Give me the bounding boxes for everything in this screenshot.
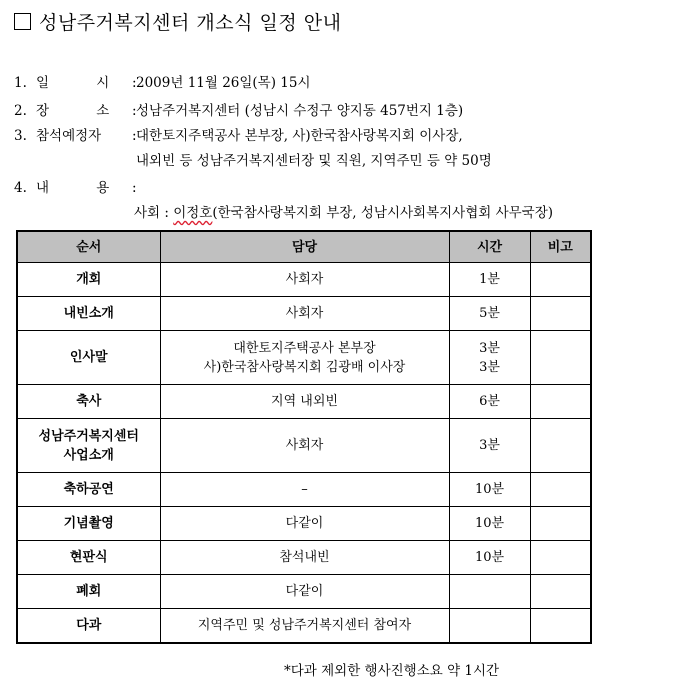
header-time: 시간: [449, 231, 530, 263]
cell-order: 기념촬영: [17, 507, 160, 541]
cell-order-line: 사업소개: [63, 447, 114, 463]
info-content: 2009년 11월 26일(목) 15시: [136, 75, 311, 91]
info-row-date: [14, 71, 311, 91]
cell-note: [530, 575, 591, 609]
cell-order: 현판식: [17, 541, 160, 575]
info-row-attendees: [14, 124, 463, 144]
cell-note: [530, 297, 591, 331]
info-number: 3.: [14, 128, 27, 144]
header-note: 비고: [530, 231, 591, 263]
table-row: [17, 473, 591, 507]
cell-order: 인사말: [17, 331, 160, 385]
cell-order: 축사: [17, 385, 160, 419]
cell-order-line: 성남주거복지센터: [38, 428, 139, 444]
table-row: [17, 541, 591, 575]
host-description: (한국참사랑복지회 부장, 성남시사회복지사협회 사무국장): [212, 205, 554, 221]
info-number: 4.: [14, 180, 27, 196]
cell-person: –: [160, 473, 449, 507]
table-row: [17, 385, 591, 419]
cell-time: [449, 575, 530, 609]
cell-person: [160, 331, 449, 385]
table-row: [17, 419, 591, 473]
cell-person: 사회자: [160, 419, 449, 473]
info-row-content: [14, 176, 146, 196]
table-row: [17, 297, 591, 331]
info-content-continued: 내외빈 등 성남주거복지센터장 및 직원, 지역주민 등 약 50명: [136, 153, 492, 169]
cell-order: 축하공연: [17, 473, 160, 507]
cell-person: 사회자: [160, 297, 449, 331]
cell-order: 다과: [17, 609, 160, 643]
cell-time: [449, 331, 530, 385]
table-row: [17, 575, 591, 609]
header-order: 순서: [17, 231, 160, 263]
header-person: 담당: [160, 231, 449, 263]
host-label: 사회 :: [134, 205, 174, 221]
cell-time: 3분: [449, 419, 530, 473]
cell-person-line: 사)한국참사랑복지회 김광배 이사장: [203, 359, 406, 375]
cell-note: [530, 331, 591, 385]
cell-note: [530, 385, 591, 419]
cell-person: 다같이: [160, 575, 449, 609]
checkbox-square-icon: [14, 13, 31, 30]
cell-person: 지역주민 및 성남주거복지센터 참여자: [160, 609, 449, 643]
table-row: [17, 507, 591, 541]
cell-time: 10분: [449, 473, 530, 507]
cell-time: 10분: [449, 507, 530, 541]
schedule-table: [16, 230, 592, 644]
title-text: 성남주거복지센터 개소식 일정 안내: [39, 12, 342, 34]
info-colon: :: [132, 128, 137, 144]
info-number: 1.: [14, 75, 27, 91]
info-colon: :: [132, 180, 137, 196]
info-label: 내 용: [36, 180, 110, 196]
table-header-row: [17, 231, 591, 263]
cell-person: 다같이: [160, 507, 449, 541]
info-colon: :: [132, 103, 137, 119]
cell-person: 지역 내외빈: [160, 385, 449, 419]
host-name: 이정호: [173, 205, 213, 221]
cell-note: [530, 507, 591, 541]
table-row: [17, 331, 591, 385]
page-title: [14, 8, 341, 35]
cell-order: 개회: [17, 263, 160, 297]
info-label: 일 시: [36, 75, 110, 91]
cell-note: [530, 473, 591, 507]
info-row-place: [14, 99, 464, 119]
cell-person: 사회자: [160, 263, 449, 297]
cell-time: 5분: [449, 297, 530, 331]
info-content: 대한토지주택공사 본부장, 사)한국참사랑복지회 이사장,: [136, 128, 463, 144]
cell-time: 6분: [449, 385, 530, 419]
cell-person: 참석내빈: [160, 541, 449, 575]
cell-order: 폐회: [17, 575, 160, 609]
cell-time-line: 3분: [479, 340, 500, 356]
info-label: 참석예정자: [36, 128, 102, 144]
footnote: *다과 제외한 행사진행소요 약 1시간: [284, 663, 500, 679]
info-content: 성남주거복지센터 (성남시 수정구 양지동 457번지 1층): [136, 103, 464, 119]
cell-time: [449, 609, 530, 643]
host-line: [134, 201, 553, 221]
cell-time: 10분: [449, 541, 530, 575]
info-number: 2.: [14, 103, 27, 119]
cell-note: [530, 541, 591, 575]
cell-time: 1분: [449, 263, 530, 297]
table-row: [17, 609, 591, 643]
cell-time-line: 3분: [479, 359, 500, 375]
cell-note: [530, 609, 591, 643]
info-colon: :: [132, 75, 137, 91]
cell-order: [17, 419, 160, 473]
cell-person-line: 대한토지주택공사 본부장: [233, 340, 376, 356]
cell-order: 내빈소개: [17, 297, 160, 331]
info-label: 장 소: [36, 103, 110, 119]
table-row: [17, 263, 591, 297]
cell-note: [530, 263, 591, 297]
cell-note: [530, 419, 591, 473]
